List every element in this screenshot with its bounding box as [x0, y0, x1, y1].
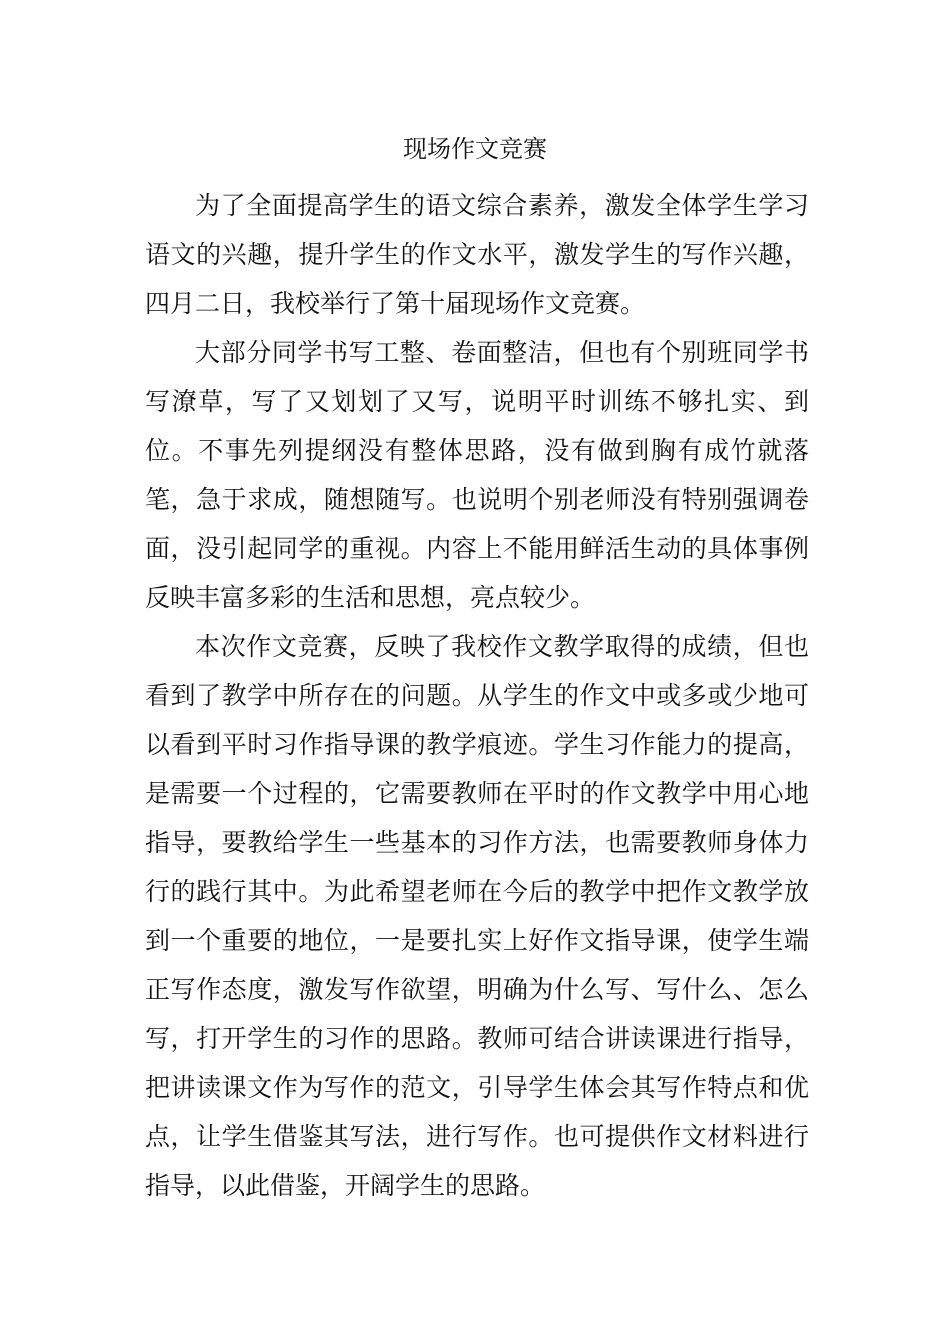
paragraph-2: 大部分同学书写工整、卷面整洁，但也有个别班同学书写潦草，写了又划划了又写，说明平时训练不够扎实、到位。不事先列提纲没有整体思路，没有做到胸有成竹就落笔，急于求成，随想随写。也说明个别老师没有特别强调卷面，没引起同学的重视。内容上不能用鲜活生动的具体事例反映丰富多彩的生活和思想，亮点较少。	[145, 338, 809, 612]
document-title: 现场作文竞赛	[403, 135, 547, 163]
paragraph-3: 本次作文竞赛，反映了我校作文教学取得的成绩，但也看到了教学中所存在的问题。从学生的作文中或多或少地可以看到平时习作指导课的教学痕迹。学生习作能力的提高，是需要一个过程的，它需要教师在平时的作文教学中用心地指导，要教给学生一些基本的习作方法，也需要教师身体力行的践行其中。为此希望老师在今后的教学中把作文教学放到一个重要的地位，一是要扎实上好作文指导课，使学生端正写作态度，激发写作欲望，明确为什么写、写什么、怎么写，打开学生的习作的思路。教师可结合讲读课进行指导，把讲读课文作为写作的范文，引导学生体会其写作特点和优点，让学生借鉴其写法，进行写作。也可提供作文材料进行指导，以此借鉴，开阔学生的思路。	[145, 632, 809, 1200]
document-body	[145, 181, 809, 1210]
paragraph-1: 为了全面提高学生的语文综合素养，激发全体学生学习语文的兴趣，提升学生的作文水平，激发学生的写作兴趣，四月二日，我校举行了第十届现场作文竞赛。	[145, 191, 809, 318]
